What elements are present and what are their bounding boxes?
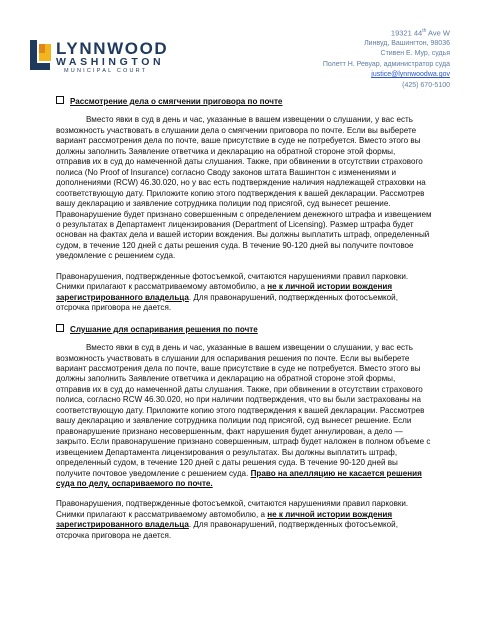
court-logo [30, 39, 169, 74]
administrator-line: Полетт Н. Ревуар, администратор суда [322, 60, 450, 68]
checkbox-contested[interactable] [56, 324, 64, 332]
contested-body: Вместо явки в суд в день и час, указанные в вашем извещении о слушании, у вас есть возможность участвовать в слушании для оспаривания решения по почте. Если вы выберете вариант рассмотрения дела по почте, ваше присутствие в суде не потребуется. Вместо этого вы должны заполнить Заявление ответчика и декларацию на обратной стороне этой формы, отправив их в суд до намеченной даты слушания. Также, при обвинении в отсутствии страхового полиса, согласно RCW 46.30.020, но при наличии подтверждения, что вы были застрахованы на соответствующую дату. Приложите копию этого подтверждения к вашей декларации. Рассмотрев вашу декларацию и заявление сотрудника полиции под присягой, суд вынесет решение. Если правонарушение признано несовершенным, факт нарушения будет аннулирован, а дело — закрыто. Если правонарушение признано совершенным, штраф будет наложен в полном объеме с извещением Департамента лицензирования о результатах. Вы должны выплатить штраф, определенный судом, в течение 120 дней с даты решения суда. В течение 90-120 дней вы получите почтовое уведомление с решением суда. Право на апелляцию не касается решения суда по делу, оспариваемого по почте. [56, 343, 431, 488]
mitigation-body: Вместо явки в суд в день и час, указанные в вашем извещении о слушании, у вас есть возможность участвовать в слушании дела о смягчении приговора по почте. Если вы выберете вариант рассмотрения дела по почте, ваше присутствие в суде не потребуется. Вместо этого вы должны заполнить Заявление ответчика и декларацию на обратной стороне этой формы, отправив их в суд до намеченной даты слушания. Также, при обвинении в отсутствии страхового полиса (No Proof of Insurance) согласно Своду законов штата Вашингтон с изменениями и дополнениями (RCW) 46.30.020, но у вас есть подтверждение наличия надлежащей страховки на соответствующую дату. Приложите копию этого подтверждения к вашей декларации. Рассмотрев вашу декларацию и заявление сотрудника полиции под присягой, суд вынесет решение. Правонарушение будет признано совершенным с определением денежного штрафа и извещением о результатах в Департамент лицензирования (Department of Licensing). Размер штрафа будет основан на фактах дела и вашей истории вождения. Вы должны выплатить штраф, определенный судом, в течение 120 дней с даты решения суда. В течение 90-120 дней вы получите почтовое уведомление с решением суда. [56, 115, 432, 261]
court-address-block [230, 26, 450, 91]
section-title-contested: Слушание для оспаривания решения по почте [56, 324, 432, 335]
logo-subtitle: WASHINGTON [56, 56, 165, 68]
checkbox-mitigation[interactable] [56, 96, 64, 104]
street-address: 19321 44th Ave W [390, 28, 450, 38]
judge-line: Стивен Е. Мур, судья [380, 50, 450, 58]
email-link[interactable]: justice@lynnwoodwa.gov [371, 71, 450, 79]
letterhead [0, 0, 480, 88]
phone-line: (425) 670-5100 [402, 81, 450, 89]
section-title-mitigation: Рассмотрение дела о смягчении приговора по почте [56, 96, 432, 107]
mitigation-photo-note: Правонарушения, подтвержденные фотосъемкой, считаются нарушениями правил парковки. Снимки прилагают к рассматриваемому автомобилю, а не к личной истории вождения зарегистрированного владельца. Для правонарушений, подтвержденных фотосъемкой, отсрочка приговора не дается. [56, 271, 409, 313]
logo-court-label: MUNICIPAL COURT [64, 68, 148, 74]
city-line: Линвуд, Вашингтон, 98036 [364, 39, 450, 47]
logo-name: LYNNWOOD [56, 39, 169, 58]
document-body [56, 96, 432, 541]
logo-mark-icon [30, 40, 52, 70]
contested-photo-note: Правонарушения, подтвержденные фотосъемкой, считаются нарушениями правил парковки. Снимки прилагают к рассматриваемому автомобилю, а не к личной истории вождения зарегистрированного владельца. Для правонарушений, подтвержденных фотосъемкой, отсрочка приговора не дается. [56, 499, 409, 540]
